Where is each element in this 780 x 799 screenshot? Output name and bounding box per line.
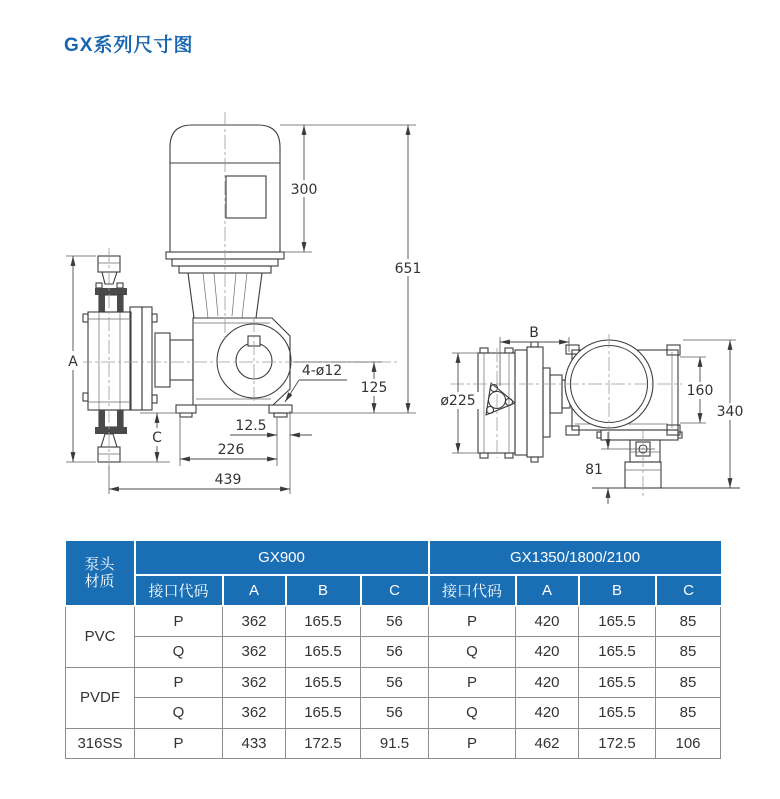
- cell: Q: [135, 637, 223, 668]
- cell: P: [135, 667, 223, 698]
- cell: 165.5: [286, 637, 361, 668]
- table-row: [66, 637, 721, 668]
- table-row: [66, 606, 721, 637]
- dim-mount-holes: 4-ø12: [301, 363, 343, 379]
- cell: 172.5: [579, 728, 656, 759]
- cell: P: [429, 606, 516, 637]
- dim-total-height: 651: [394, 261, 422, 277]
- valve-bracket: [630, 440, 660, 462]
- cell: 56: [361, 606, 429, 637]
- subheader-c-1: C: [361, 575, 429, 606]
- cell: 420: [516, 606, 579, 637]
- page-title: GX系列尺寸图: [64, 35, 194, 56]
- material-pvc: PVC: [66, 606, 135, 667]
- foot-left: [176, 405, 196, 413]
- cell: 420: [516, 667, 579, 698]
- corner-line2: 材质: [84, 573, 115, 590]
- cell: 462: [516, 728, 579, 759]
- cell: 85: [656, 606, 721, 637]
- subheader-b-1: B: [286, 575, 361, 606]
- dim-flange-diameter: ø225: [440, 393, 476, 409]
- cell: 172.5: [286, 728, 361, 759]
- subheader-b-2: B: [579, 575, 656, 606]
- cell: P: [135, 606, 223, 637]
- cell: 165.5: [579, 667, 656, 698]
- corner-header-material: [66, 541, 135, 606]
- subheader-a-2: A: [516, 575, 579, 606]
- bottom-valve-flange: [95, 427, 127, 434]
- dim-foot-span: 226: [217, 442, 245, 458]
- dim-housing-width: 160: [686, 383, 714, 399]
- dim-head-width: B: [529, 325, 539, 341]
- subheader-port-code-1: 接口代码: [135, 575, 223, 606]
- cell: 56: [361, 698, 429, 729]
- cell: 91.5: [361, 728, 429, 759]
- cell: 85: [656, 667, 721, 698]
- dim-shaft-height: 125: [360, 380, 388, 396]
- top-valve-flange: [95, 288, 127, 295]
- cell: 362: [223, 606, 286, 637]
- dimension-table-wrap: [65, 541, 720, 759]
- subheader-port-code-2: 接口代码: [429, 575, 516, 606]
- bottom-valve-side: [592, 430, 740, 488]
- cell: 165.5: [286, 698, 361, 729]
- dim-foot-offset: 12.5: [235, 418, 267, 434]
- material-316ss: 316SS: [66, 728, 135, 759]
- cell: 165.5: [286, 667, 361, 698]
- group-header-gx900: GX900: [135, 541, 429, 575]
- cell: 56: [361, 667, 429, 698]
- dim-overall-depth: 340: [716, 404, 744, 420]
- adapter-side: [515, 342, 570, 462]
- cell: 362: [223, 698, 286, 729]
- table-row: [66, 667, 721, 698]
- dim-valve-height: 81: [585, 462, 603, 478]
- cell: P: [135, 728, 223, 759]
- dim-motor-height: 300: [290, 182, 318, 198]
- pump-head-side: [478, 348, 515, 458]
- head-block-side: [478, 353, 515, 453]
- cell: 433: [223, 728, 286, 759]
- cell: P: [429, 728, 516, 759]
- cell: 106: [656, 728, 721, 759]
- cell: 165.5: [579, 637, 656, 668]
- dim-bottom-clearance: C: [152, 430, 162, 446]
- cell: 56: [361, 637, 429, 668]
- cell: 362: [223, 667, 286, 698]
- subheader-a-1: A: [223, 575, 286, 606]
- cell: Q: [429, 637, 516, 668]
- dim-overall-length: 439: [214, 472, 242, 488]
- cell: 362: [223, 637, 286, 668]
- cell: Q: [135, 698, 223, 729]
- corner-line1: 泵头: [84, 556, 115, 573]
- subheader-c-2: C: [656, 575, 721, 606]
- cell: 165.5: [286, 606, 361, 637]
- table-row: [66, 698, 721, 729]
- gearbox-side: [565, 340, 680, 435]
- head-block: [88, 312, 131, 410]
- cell: P: [429, 667, 516, 698]
- cell: Q: [429, 698, 516, 729]
- motor-nameplate: [226, 176, 266, 218]
- cell: 165.5: [579, 698, 656, 729]
- cell: 85: [656, 698, 721, 729]
- material-pvdf: PVDF: [66, 667, 135, 728]
- cell: 420: [516, 637, 579, 668]
- cell: 165.5: [579, 606, 656, 637]
- dimension-table: [65, 541, 721, 759]
- pump-head-adapter: [130, 307, 193, 410]
- dim-side-height: A: [68, 354, 78, 370]
- cell: 85: [656, 637, 721, 668]
- group-header-gx1350-1800-2100: GX1350/1800/2100: [429, 541, 721, 575]
- pump-head-front: [83, 256, 131, 462]
- cell: 420: [516, 698, 579, 729]
- foot-right: [269, 405, 292, 413]
- table-row: [66, 728, 721, 759]
